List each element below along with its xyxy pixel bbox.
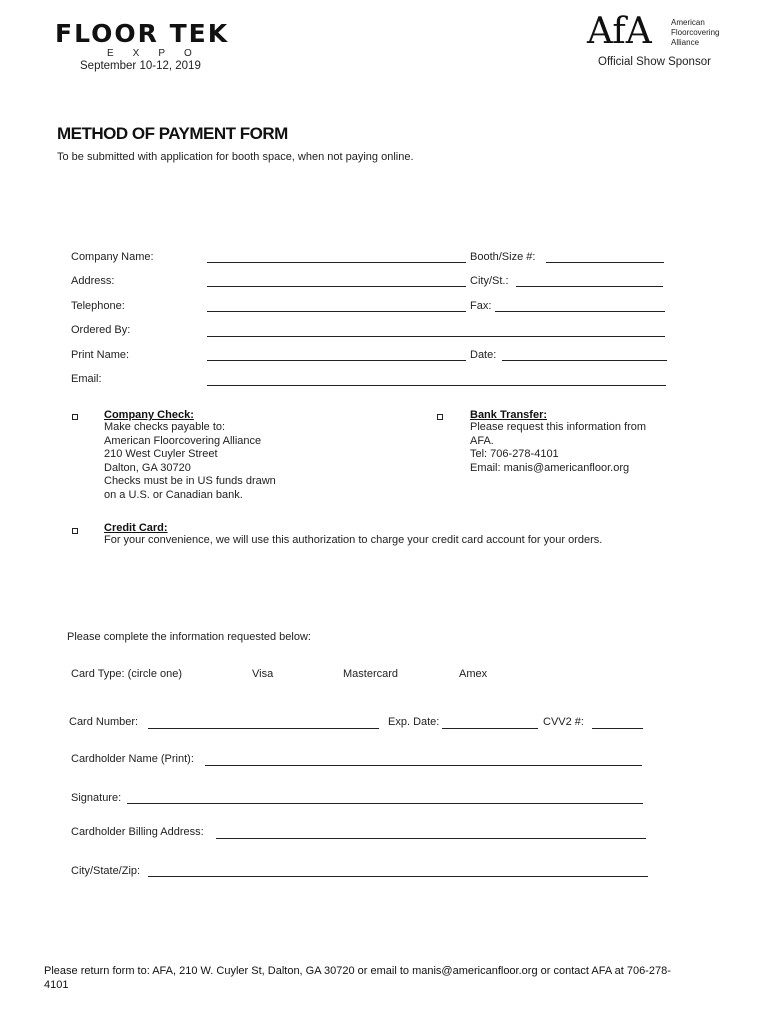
cardholder-name-field[interactable] xyxy=(205,765,642,766)
city-st-label: City/St.: xyxy=(470,275,509,287)
city-state-zip-field[interactable] xyxy=(148,876,648,877)
card-type-mastercard[interactable]: Mastercard xyxy=(343,668,399,680)
bank-transfer-line: AFA. xyxy=(470,434,494,447)
print-name-label: Print Name: xyxy=(71,349,130,361)
company-check-line: Checks must be in US funds drawn xyxy=(104,475,276,487)
card-number-field[interactable] xyxy=(148,728,379,729)
exp-date-label: Exp. Date: xyxy=(388,716,440,728)
bank-transfer-line: Please request this information from xyxy=(470,421,647,433)
card-type-visa[interactable]: Visa xyxy=(252,668,274,680)
official-sponsor-label: Official Show Sponsor xyxy=(598,56,711,68)
email-label: Email: xyxy=(71,373,102,385)
signature-field[interactable] xyxy=(127,803,643,804)
logo-main-text: FLOOR TEK xyxy=(55,19,230,48)
afa-name-line: Alliance xyxy=(671,38,700,47)
bank-transfer-section xyxy=(470,409,646,475)
cvv2-field[interactable] xyxy=(592,728,643,729)
bank-transfer-heading: Bank Transfer: xyxy=(470,409,548,421)
billing-address-label: Cardholder Billing Address: xyxy=(71,826,204,838)
company-name-label: Company Name: xyxy=(71,251,154,263)
cardholder-name-label: Cardholder Name (Print): xyxy=(71,753,194,765)
afa-name-line: Floorcovering xyxy=(671,28,720,37)
company-check-line: Dalton, GA 30720 xyxy=(104,461,191,474)
bank-transfer-checkbox[interactable] xyxy=(437,414,443,420)
credit-card-heading: Credit Card: xyxy=(104,522,168,534)
ordered-by-field[interactable] xyxy=(207,336,665,337)
company-check-line: on a U.S. or Canadian bank. xyxy=(104,488,243,501)
afa-logo-mark: AfA xyxy=(587,11,652,52)
print-name-field[interactable] xyxy=(207,360,466,361)
card-number-label: Card Number: xyxy=(69,716,139,728)
telephone-label: Telephone: xyxy=(71,300,125,312)
return-instructions: Please return form to: AFA, 210 W. Cuyler St, Dalton, GA 30720 or email to manis@americanfloor.org or contact AFA at 706-278-4101 xyxy=(44,965,671,991)
company-check-line: American Floorcovering Alliance xyxy=(104,434,262,447)
fax-label: Fax: xyxy=(470,300,492,312)
booth-size-field[interactable] xyxy=(546,262,664,263)
city-state-zip-label: City/State/Zip: xyxy=(71,865,141,877)
date-field[interactable] xyxy=(502,360,667,361)
logo-sub-text: EXPO xyxy=(107,48,211,59)
billing-address-field[interactable] xyxy=(216,838,646,839)
exp-date-field[interactable] xyxy=(442,728,538,729)
company-check-line: Make checks payable to: xyxy=(104,421,226,433)
company-check-section xyxy=(104,409,276,502)
afa-logo-name xyxy=(671,18,741,48)
signature-label: Signature: xyxy=(71,792,122,804)
bank-transfer-line: Tel: 706-278-4101 xyxy=(470,448,559,460)
date-label: Date: xyxy=(470,349,497,361)
bank-transfer-line: Email: manis@americanfloor.org xyxy=(470,461,630,474)
booth-size-label: Booth/Size #: xyxy=(470,251,536,263)
address-field[interactable] xyxy=(207,286,466,287)
credit-card-section xyxy=(104,522,602,548)
form-title: METHOD OF PAYMENT FORM xyxy=(57,124,288,143)
afa-name-line: American xyxy=(671,18,705,27)
afa-logo xyxy=(587,12,737,54)
cvv2-label: CVV2 #: xyxy=(543,716,584,728)
card-type-label: Card Type: (circle one) xyxy=(71,668,183,680)
card-type-amex[interactable]: Amex xyxy=(459,668,488,680)
credit-card-checkbox[interactable] xyxy=(72,528,78,534)
card-info-instructions: Please complete the information requested below: xyxy=(67,631,311,643)
company-check-heading: Company Check: xyxy=(104,409,194,421)
company-check-checkbox[interactable] xyxy=(72,414,78,420)
address-label: Address: xyxy=(71,275,115,287)
city-st-field[interactable] xyxy=(516,286,663,287)
event-date: September 10-12, 2019 xyxy=(80,60,201,72)
credit-card-text: For your convenience, we will use this authorization to charge your credit card account for your orders. xyxy=(104,534,603,546)
telephone-field[interactable] xyxy=(207,311,466,312)
email-field[interactable] xyxy=(207,385,666,386)
form-subtitle: To be submitted with application for booth space, when not paying online. xyxy=(57,151,414,163)
floor-tek-logo xyxy=(55,20,250,60)
company-check-line: 210 West Cuyler Street xyxy=(104,448,218,460)
company-name-field[interactable] xyxy=(207,262,466,263)
fax-field[interactable] xyxy=(495,311,665,312)
ordered-by-label: Ordered By: xyxy=(71,324,131,336)
